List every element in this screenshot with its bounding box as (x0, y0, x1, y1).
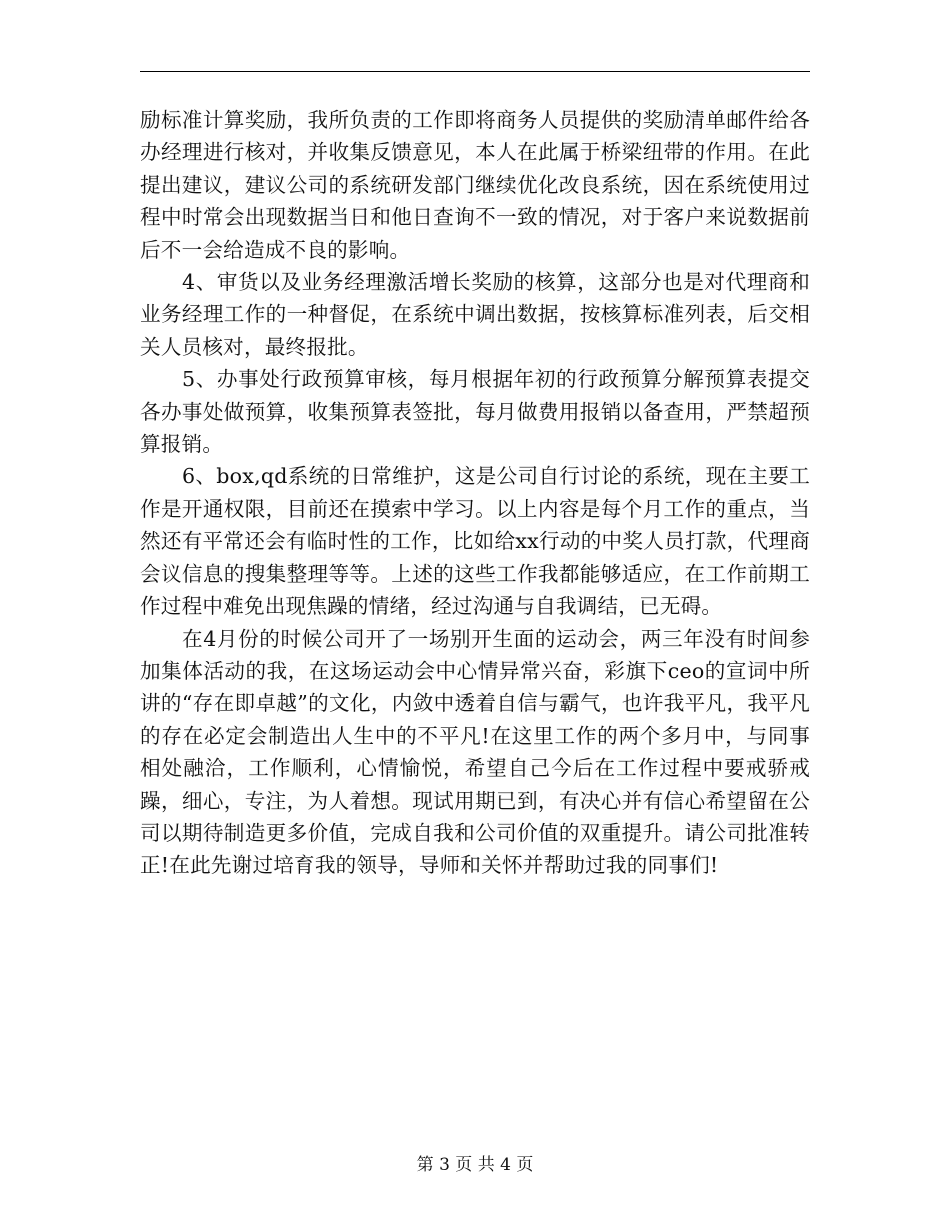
page-number: 第 3 页 共 4 页 (416, 1155, 534, 1175)
paragraph-item-5: 5、办事处行政预算审核，每月根据年初的行政预算分解预算表提交各办事处做预算，收集预算表签批，每月做费用报销以备查用，严禁超预算报销。 (140, 367, 810, 457)
page-footer (0, 1155, 950, 1175)
paragraph-continuation: 励标准计算奖励，我所负责的工作即将商务人员提供的奖励清单邮件给各办经理进行核对，并收集反馈意见，本人在此属于桥梁纽带的作用。在此提出建议，建议公司的系统研发部门继续优化改良系统，因在系统使用过程中时常会出现数据当日和他日查询不一致的情况，对于客户来说数据前后不一会给造成不良的影响。 (140, 108, 810, 262)
header-rule (140, 71, 810, 72)
paragraph-item-6: 6、box,qd系统的日常维护，这是公司自行讨论的系统，现在主要工作是开通权限，目前还在摸索中学习。以上内容是每个月工作的重点，当然还有平常还会有临时性的工作，比如给xx行动的中奖人员打款，代理商会议信息的搜集整理等等。上述的这些工作我都能够适应，在工作前期工作过程中难免出现焦躁的情绪，经过沟通与自我调结，已无碍。 (140, 464, 810, 619)
document-body (140, 104, 810, 882)
paragraph-item-4: 4、审货以及业务经理激活增长奖励的核算，这部分也是对代理商和业务经理工作的一种督促，在系统中调出数据，按核算标准列表，后交相关人员核对，最终报批。 (140, 270, 810, 359)
paragraph-closing: 在4月份的时候公司开了一场别开生面的运动会，两三年没有时间参加集体活动的我，在这场运动会中心情异常兴奋，彩旗下ceo的宣词中所讲的“存在即卓越”的文化，内敛中透着自信与霸气，也许我平凡，我平凡的存在必定会制造出人生中的不平凡!在这里工作的两个多月中，与同事相处融洽，工作顺利，心情愉悦，希望自己今后在工作过程中要戒骄戒躁，细心，专注，为人着想。现试用期已到，有决心并有信心希望留在公司以期待制造更多价值，完成自我和公司价值的双重提升。请公司批准转正!在此先谢过培育我的领导，导师和关怀并帮助过我的同事们! (140, 626, 810, 878)
